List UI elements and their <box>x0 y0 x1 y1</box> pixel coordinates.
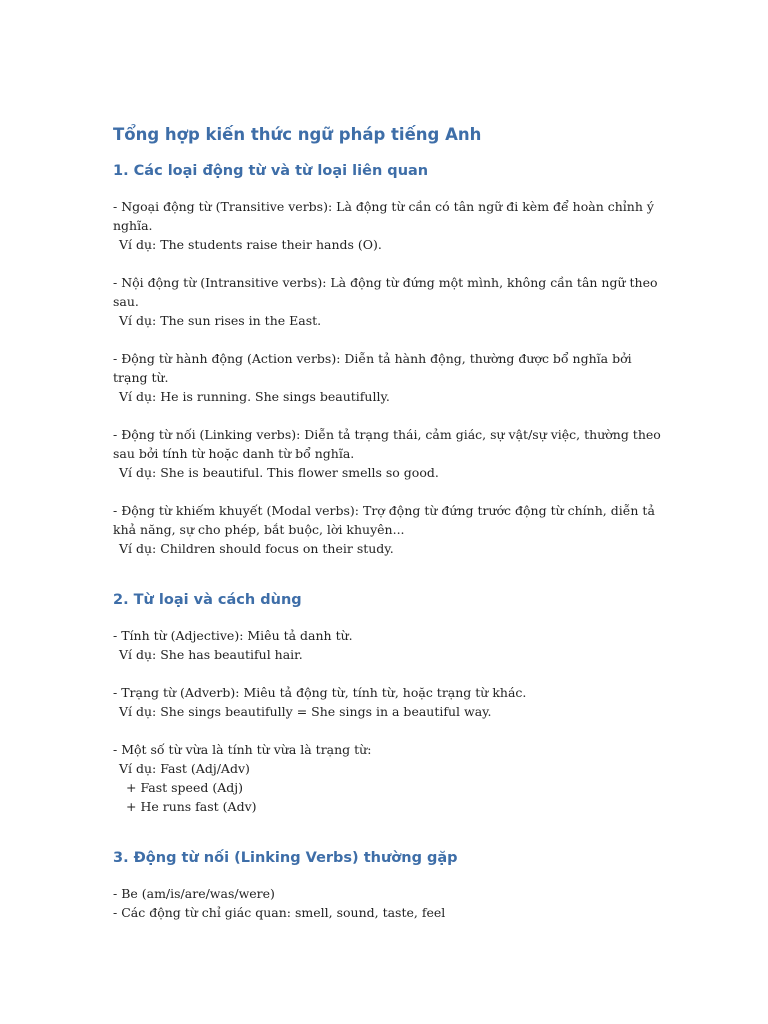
paragraph-adj-adv <box>113 740 661 816</box>
definition-line: - Trạng từ (Adverb): Miêu tả động từ, tính từ, hoặc trạng từ khác. <box>113 685 527 700</box>
section-body-word-types <box>113 626 661 816</box>
definition-line: - Tính từ (Adjective): Miêu tả danh từ. <box>113 628 353 643</box>
sub-example-line: + He runs fast (Adv) <box>126 799 257 814</box>
section-heading-word-types: 2. Từ loại và cách dùng <box>113 592 302 608</box>
section-body-linking-verbs <box>113 884 661 922</box>
example-line: Ví dụ: She sings beautifully = She sings in a beautiful way. <box>119 704 492 719</box>
section-heading-linking-verbs: 3. Động từ nối (Linking Verbs) thường gặp <box>113 850 458 866</box>
document-page <box>113 124 665 922</box>
example-line: Ví dụ: She is beautiful. This flower smells so good. <box>119 465 439 480</box>
example-line: Ví dụ: The sun rises in the East. <box>119 313 322 328</box>
paragraph-transitive-verbs <box>113 197 661 254</box>
example-line: Ví dụ: She has beautiful hair. <box>119 647 303 662</box>
definition-line: - Một số từ vừa là tính từ vừa là trạng từ: <box>113 742 372 757</box>
paragraph-intransitive-verbs <box>113 273 661 330</box>
list-item: - Các động từ chỉ giác quan: smell, sound, taste, feel <box>113 905 446 920</box>
example-line: Ví dụ: Children should focus on their study. <box>119 541 394 556</box>
paragraph-adverb <box>113 683 661 721</box>
section-body-verbs <box>113 197 665 558</box>
paragraph-linking-verbs <box>113 425 665 482</box>
example-line: Ví dụ: He is running. She sings beautifully. <box>119 389 390 404</box>
definition-line: - Động từ hành động (Action verbs): Diễn tả hành động, thường được bổ nghĩa bởi trạng từ. <box>113 351 636 385</box>
document-title: Tổng hợp kiến thức ngữ pháp tiếng Anh <box>113 125 482 144</box>
paragraph-action-verbs <box>113 349 661 406</box>
list-item: - Be (am/is/are/was/were) <box>113 886 275 901</box>
definition-line: - Ngoại động từ (Transitive verbs): Là động từ cần có tân ngữ đi kèm để hoàn chỉnh ý nghĩa. <box>113 199 658 233</box>
paragraph-modal-verbs <box>113 501 661 558</box>
paragraph-adjective <box>113 626 661 664</box>
definition-line: - Động từ khiếm khuyết (Modal verbs): Trợ động từ đứng trước động từ chính, diễn tả khả năng, sự cho phép, bắt buộc, lời khuyên... <box>113 503 659 537</box>
paragraph-linking-verb-list <box>113 884 661 922</box>
example-line: Ví dụ: Fast (Adj/Adv) <box>119 761 250 776</box>
definition-line: - Động từ nối (Linking verbs): Diễn tả trạng thái, cảm giác, sự vật/sự việc, thường theo sau bởi tính từ hoặc danh từ bổ nghĩa. <box>113 427 665 461</box>
definition-line: - Nội động từ (Intransitive verbs): Là động từ đứng một mình, không cần tân ngữ theo sau. <box>113 275 662 309</box>
sub-example-line: + Fast speed (Adj) <box>126 780 243 795</box>
section-heading-verbs: 1. Các loại động từ và từ loại liên quan <box>113 163 429 179</box>
example-line: Ví dụ: The students raise their hands (O). <box>119 237 382 252</box>
